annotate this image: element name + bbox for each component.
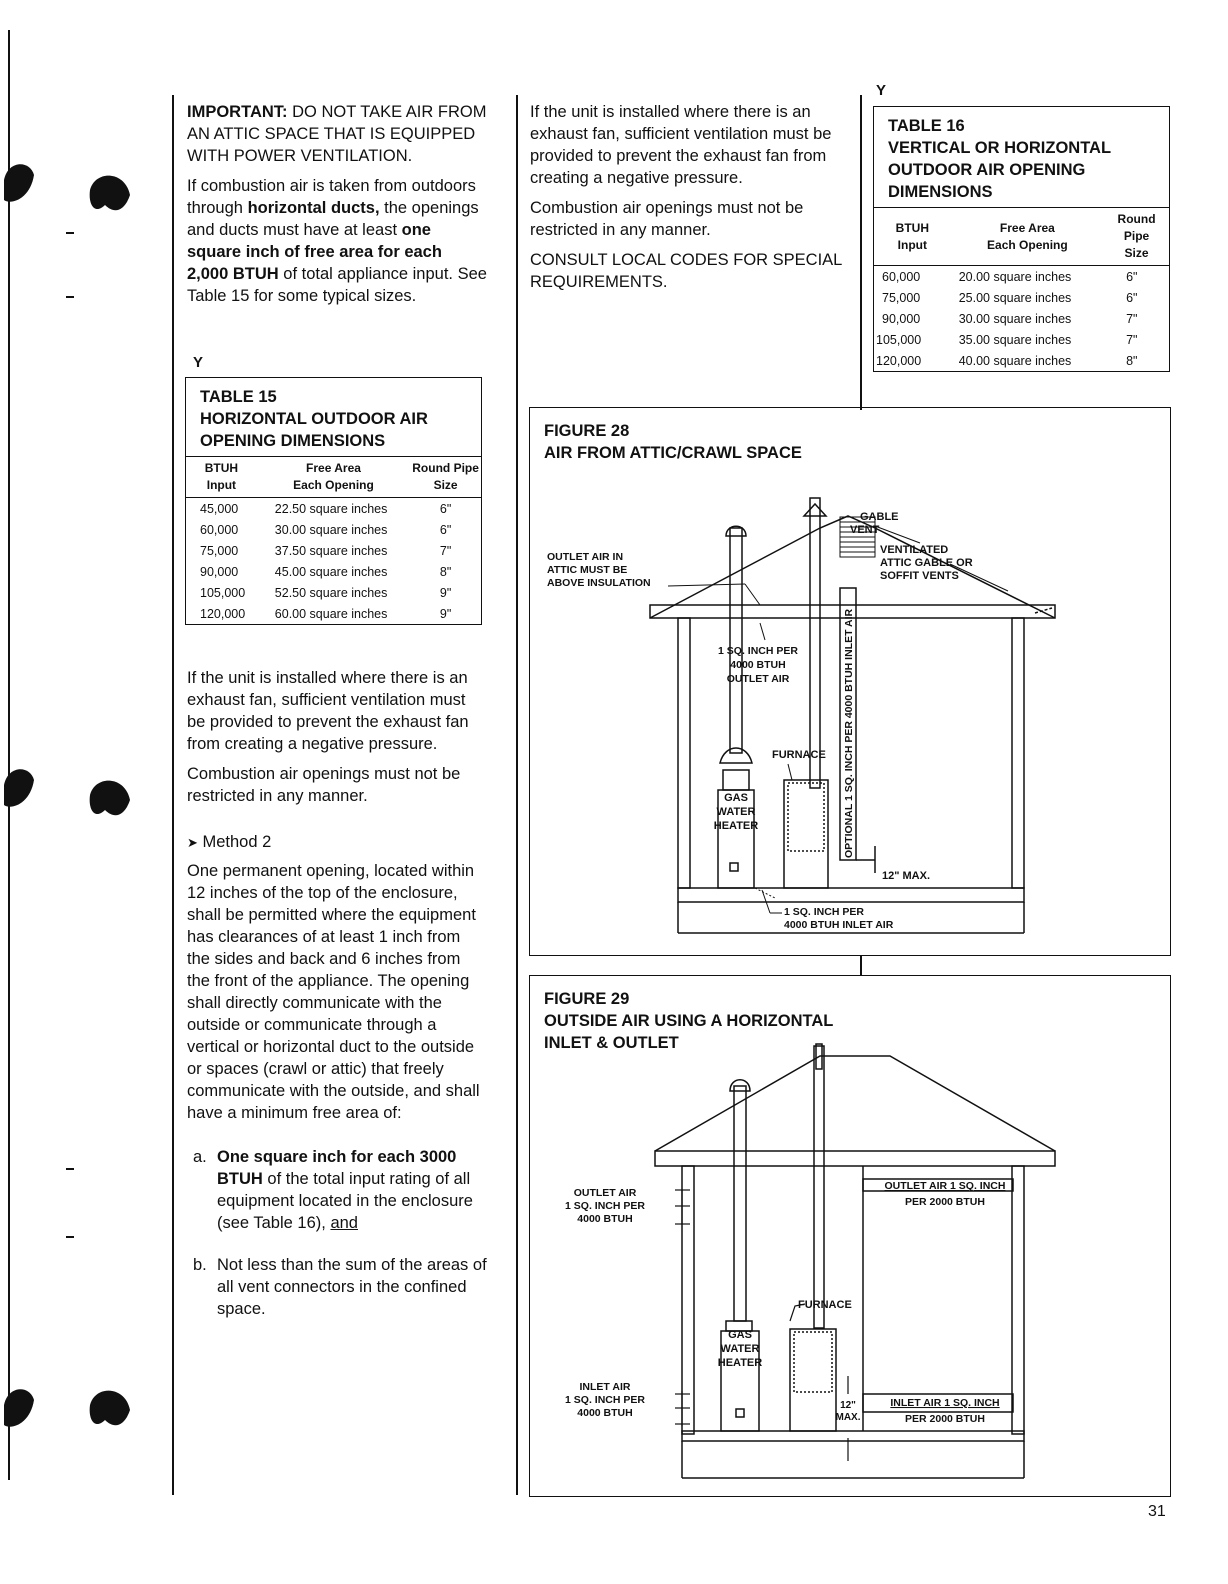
inlet-right-label: INLET AIR 1 SQ. INCH xyxy=(890,1397,1000,1409)
table-row: 60,000 20.00 square inches 6" xyxy=(882,269,1138,284)
furnace-label: FURNACE xyxy=(772,749,826,761)
figure-29 xyxy=(529,975,1171,1497)
column-divider-left xyxy=(172,95,174,1495)
horizontal-ducts-paragraph: If combustion air is taken from outdoors through horizontal ducts, the openings and ducts must have at least one square inch of free area for each 2,000 BTUH of total appliance input. See Table 15 for some typical sizes. xyxy=(187,177,487,305)
inlet-left-label: INLET AIR 1 SQ. INCH PER 4000 BTUH xyxy=(565,1381,645,1419)
list-item-b: b. Not less than the sum of the areas of all vent connectors in the confined space. xyxy=(193,1256,487,1318)
table15-header-btuh: BTUH Input xyxy=(186,457,257,498)
inlet-right-label-2: PER 2000 BTUH xyxy=(905,1413,985,1425)
table15-grid xyxy=(186,457,481,624)
table16-header-free-area: Free Area Each Opening xyxy=(951,208,1104,266)
binder-holes xyxy=(0,0,160,1584)
leader-lines xyxy=(675,1190,848,1461)
water-heater xyxy=(718,790,754,888)
table15-title: TABLE 15 HORIZONTAL OUTDOOR AIR OPENING DIMENSIONS xyxy=(186,378,481,457)
middle-column: If the unit is installed where there is an exhaust fan, sufficient ventilation must be provided to prevent the exhaust fan from creating a negative pressure. Combustion air openings must not be restricted in any manner. CONSULT LOCAL CODES FOR SPECIAL REQUIREMENTS. xyxy=(530,103,842,291)
furnace xyxy=(784,498,828,888)
water-heater-label: GAS WATER HEATER xyxy=(717,1329,763,1369)
table-row: 75,000 37.50 square inches 7" xyxy=(200,543,452,558)
table-row: 90,000 30.00 square inches 7" xyxy=(882,311,1138,326)
table-row: 45,000 22.50 square inches 6" xyxy=(200,501,452,516)
figure29-title: FIGURE 29 OUTSIDE AIR USING A HORIZONTAL INLET & OUTLET xyxy=(544,990,834,1052)
max-label: 12" MAX. xyxy=(835,1400,861,1423)
table-15 xyxy=(185,377,482,625)
list-item-a: a. One square inch for each 3000 BTUH of the total input rating of all equipment located in the enclosure (see Table 16), and xyxy=(193,1148,473,1232)
outlet-right-label: OUTLET AIR 1 SQ. INCH xyxy=(884,1180,1006,1192)
inlet-air-label: 1 SQ. INCH PER 4000 BTUH INLET AIR xyxy=(784,906,894,931)
table-row: 75,000 25.00 square inches 6" xyxy=(882,290,1138,305)
leader-lines xyxy=(668,526,1008,913)
figure-28 xyxy=(529,407,1171,956)
important-note: IMPORTANT: DO NOT TAKE AIR FROM AN ATTIC SPACE THAT IS EQUIPPED WITH POWER VENTILATION. xyxy=(187,103,487,165)
exhaust-fan-paragraph: If the unit is installed where there is an exhaust fan, sufficient ventilation must be provided to prevent the exhaust fan from creating a negative pressure. xyxy=(187,669,469,753)
furnace-label: FURNACE xyxy=(798,1299,852,1311)
table16-header-btuh: BTUH Input xyxy=(874,208,951,266)
table16-marker: Y xyxy=(876,82,887,99)
max-label: 12" MAX. xyxy=(882,870,931,882)
left-column-top xyxy=(187,101,487,315)
water-heater-label: GAS WATER HEATER xyxy=(713,792,759,832)
figure28-diagram xyxy=(530,408,1170,955)
furnace xyxy=(790,1044,836,1431)
figure28-title: FIGURE 28 AIR FROM ATTIC/CRAWL SPACE xyxy=(544,422,802,462)
outlet-air-label: 1 SQ. INCH PER 4000 BTUH OUTLET AIR xyxy=(718,645,798,685)
outlet-air-note: OUTLET AIR IN ATTIC MUST BE ABOVE INSULATION xyxy=(547,551,651,589)
method-heading: ➤ Method 2 xyxy=(187,833,272,851)
table16-header-pipe-size: Round Pipe Size xyxy=(1104,208,1169,266)
water-heater-flue xyxy=(726,1080,752,1331)
gable-vent-icon xyxy=(840,517,875,557)
arrow-icon: ➤ xyxy=(187,835,198,850)
optional-inlet-label: OPTIONAL 1 SQ. INCH PER 4000 BTUH INLET AIR xyxy=(843,608,855,858)
gable-vent-label: GABLE VENT xyxy=(850,511,899,536)
left-column-bottom xyxy=(187,667,487,1340)
openings-paragraph: Combustion air openings must not be restricted in any manner. xyxy=(187,765,461,805)
table-row: 105,000 52.50 square inches 9" xyxy=(200,585,452,600)
figure29-diagram xyxy=(530,976,1170,1496)
method2-paragraph: One permanent opening, located within 12 inches of the top of the enclosure, shall be permitted where the equipment has clearances of at least 1 inch from the sides and back and 6 inches from the front of the appliance. The opening shall directly communicate with the outside or communicate through a vertical or horizontal duct to the outside or spaces (crawl or attic) that freely communicate with the outside, and shall have a minimum free area of: xyxy=(187,862,480,1122)
table16-title: TABLE 16 VERTICAL OR HORIZONTAL OUTDOOR AIR OPENING DIMENSIONS xyxy=(874,107,1169,208)
table16-grid xyxy=(874,208,1169,371)
ventilated-vents-label: VENTILATED ATTIC GABLE OR SOFFIT VENTS xyxy=(880,544,973,582)
table15-header-free-area: Free Area Each Opening xyxy=(257,457,410,498)
outlet-left-label: OUTLET AIR 1 SQ. INCH PER 4000 BTUH xyxy=(565,1187,645,1225)
column-divider-middle xyxy=(516,95,518,1495)
column-divider-right xyxy=(860,95,862,410)
table-row: 60,000 30.00 square inches 6" xyxy=(200,522,452,537)
page-number: 31 xyxy=(1148,1503,1166,1520)
table-16 xyxy=(873,106,1170,372)
outlet-right-label-2: PER 2000 BTUH xyxy=(905,1196,985,1208)
table-row: 90,000 45.00 square inches 8" xyxy=(200,564,452,579)
table-row: 105,000 35.00 square inches 7" xyxy=(876,332,1138,347)
table15-marker: Y xyxy=(193,354,204,371)
table15-header-pipe-size: Round Pipe Size xyxy=(410,457,481,498)
table-row: 120,000 60.00 square inches 9" xyxy=(200,606,452,621)
column-divider-right-2 xyxy=(860,955,862,975)
table-row: 120,000 40.00 square inches 8" xyxy=(876,353,1138,368)
